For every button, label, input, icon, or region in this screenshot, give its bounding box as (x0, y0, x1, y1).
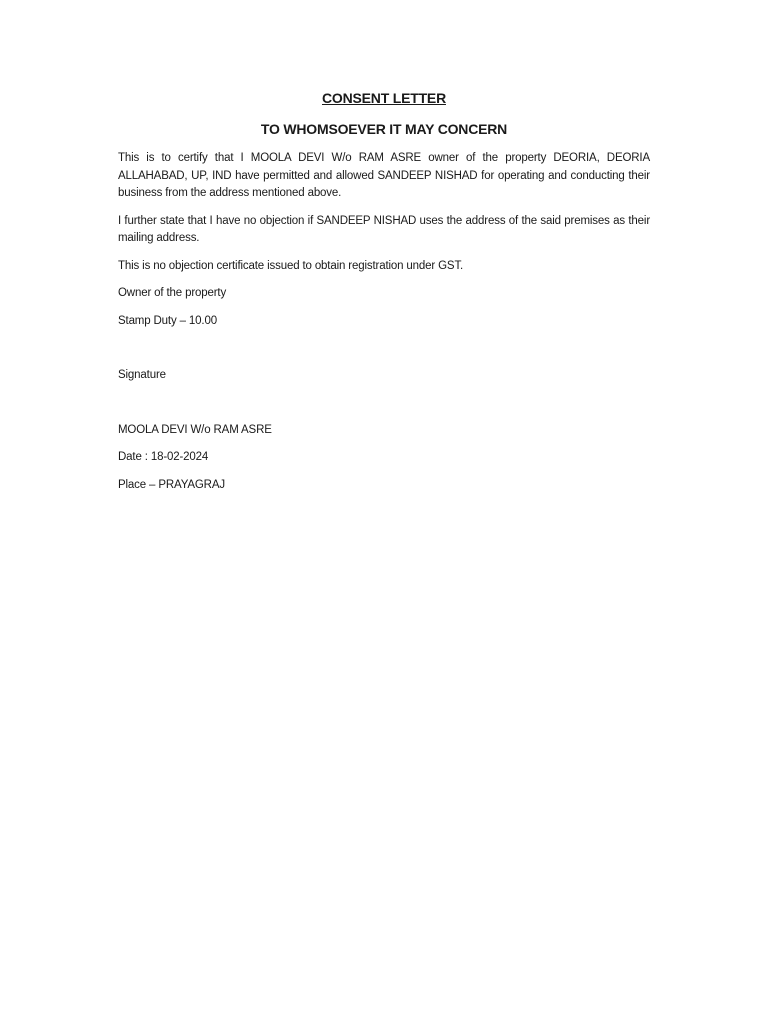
signatory-name: MOOLA DEVI W/o RAM ASRE (118, 423, 272, 436)
certify-paragraph: This is to certify that I MOOLA DEVI W/o RAM ASRE owner of the property DEORIA, DEORIA ALLAHABAD, UP, IND have permitted and allowed SANDEEP NISHAD for operating and conducting their business from the address mentioned above. (118, 152, 650, 199)
signature-label: Signature (118, 369, 166, 381)
purpose-paragraph: This is no objection certificate issued to obtain registration under GST. (118, 259, 464, 272)
letter-title: CONSENT LETTER (322, 90, 446, 106)
letter-body (118, 88, 650, 494)
owner-line: Owner of the property (118, 287, 227, 299)
stamp-duty-line: Stamp Duty – 10.00 (118, 314, 217, 327)
letter-subtitle: TO WHOMSOEVER IT MAY CONCERN (260, 121, 508, 137)
place-line: Place – PRAYAGRAJ (118, 478, 225, 491)
objection-paragraph: I further state that I have no objection if SANDEEP NISHAD uses the address of the said premises as their mailing address. (118, 214, 650, 244)
date-line: Date : 18-02-2024 (118, 451, 209, 463)
